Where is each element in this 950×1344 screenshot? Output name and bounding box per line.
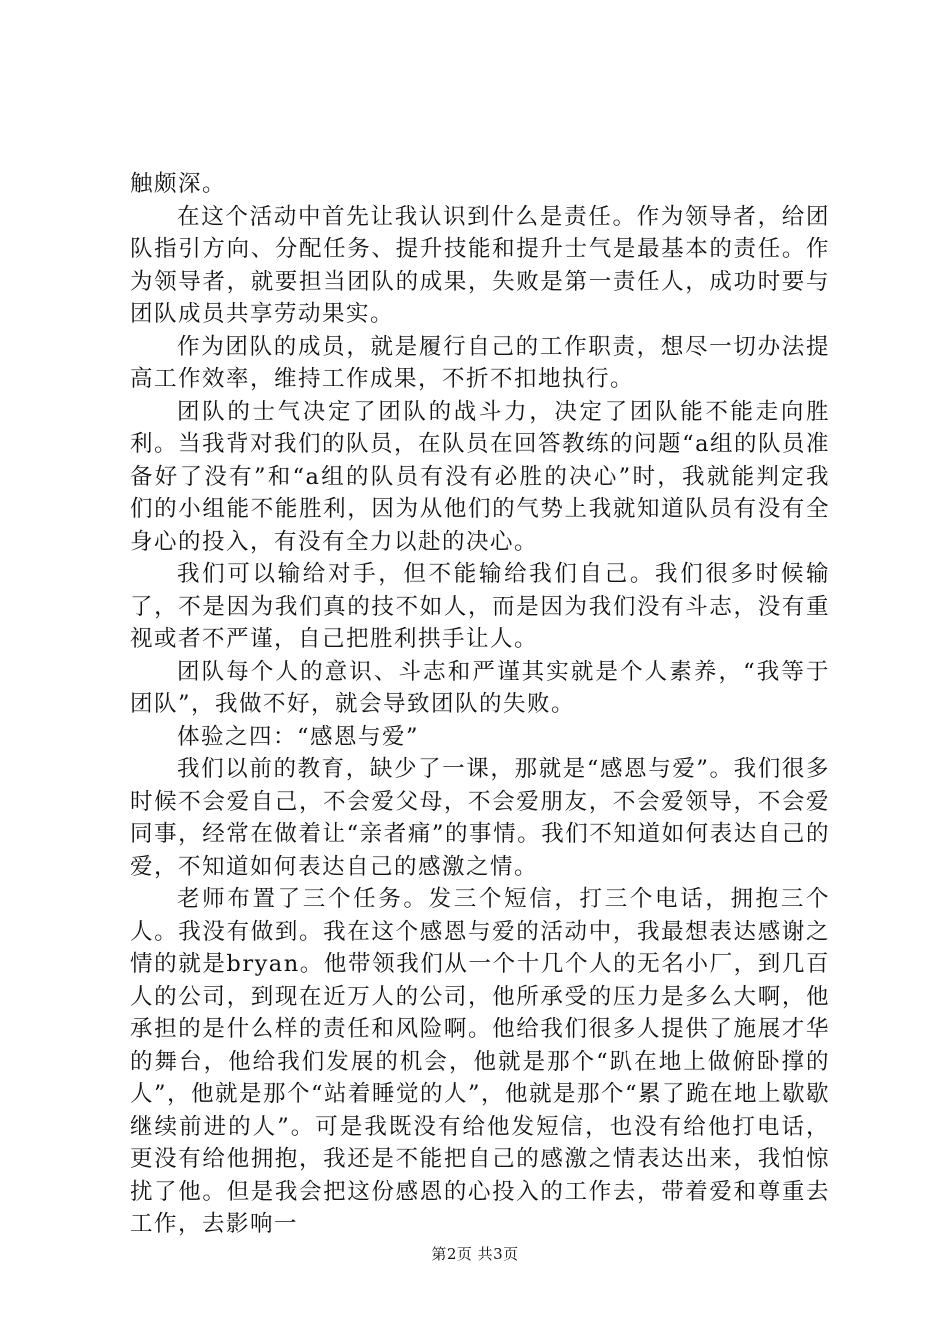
page-number-footer: 第2页 共3页 (431, 1245, 519, 1263)
paragraph: 团队的士气决定了团队的战斗力，决定了团队能不能走向胜利。当我背对我们的队员，在队员在回答教练的问题“a组的队员准备好了没有”和“a组的队员有没有必胜的决心”时，我就能判定我们的小组能不能胜利，因为从他们的气势上我就知道队员有没有全身心的投入，有没有全力以赴的决心。 (130, 398, 830, 555)
paragraph: 老师布置了三个任务。发三个短信，打三个电话，拥抱三个人。我没有做到。我在这个感恩与爱的活动中，我最想表达感谢之情的就是bryan。他带领我们从一个十几个人的无名小厂，到几百人的公司，到现在近万人的公司，他所承受的压力是多么大啊，他承担的是什么样的责任和风险啊。他给我们很多人提供了施展才华的舞台，他给我们发展的机会，他就是那个“趴在地上做俯卧撑的人”，他就是那个“站着睡觉的人”，他就是那个“累了跪在地上歇歇继续前进的人”。可是我既没有给他发短信，也没有给他打电话，更没有给他拥抱，我还是不能把自己的感激之情表达出来，我怕惊扰了他。但是我会把这份感恩的心投入的工作去，带着爱和尊重去工作，去影响一 (130, 886, 831, 1237)
paragraph: 团队每个人的意识、斗志和严谨其实就是个人素养，“我等于团队”，我做不好，就会导致团队的失败。 (130, 658, 830, 717)
document-body (130, 168, 830, 1241)
paragraph: 在这个活动中首先让我认识到什么是责任。作为领导者，给团队指引方向、分配任务、提升技能和提升士气是最基本的责任。作为领导者，就要担当团队的成果，失败是第一责任人，成功时要与团队成员共享劳动果实。 (130, 203, 830, 327)
paragraph: 我们可以输给对手，但不能输给我们自己。我们很多时候输了，不是因为我们真的技不如人，而是因为我们没有斗志，没有重视或者不严谨，自己把胜利拱手让人。 (130, 561, 830, 652)
paragraph: 作为团队的成员，就是履行自己的工作职责，想尽一切办法提高工作效率，维持工作成果，不折不扣地执行。 (130, 333, 830, 392)
section-heading: 体验之四：“感恩与爱” (177, 723, 420, 750)
paragraph: 触颇深。 (130, 171, 227, 197)
paragraph: 我们以前的教育，缺少了一课，那就是“感恩与爱”。我们很多时候不会爱自己，不会爱父母，不会爱朋友，不会爱领导，不会爱同事，经常在做着让“亲者痛”的事情。我们不知道如何表达自己的爱，不知道如何表达自己的感激之情。 (130, 756, 830, 880)
